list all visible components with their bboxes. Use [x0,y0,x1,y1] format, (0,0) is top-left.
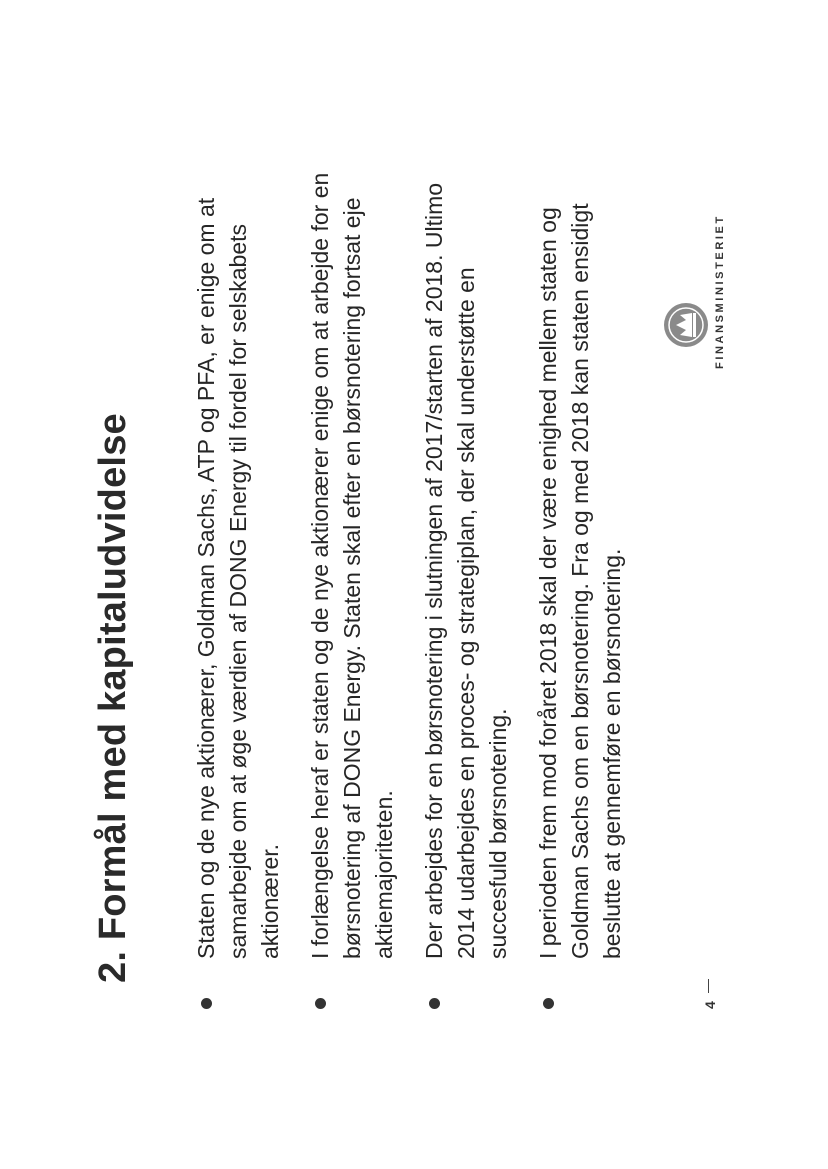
bullet-dot-icon [543,998,554,1009]
bullet-item [304,171,400,1011]
crown-crest-icon [662,301,710,349]
bullet-dot-icon [315,998,326,1009]
bullet-text: I perioden frem mod foråret 2018 skal der være enighed mellem staten og Goldman Sachs om en børsnotering. Fra og med 2018 kan staten ensidigt beslutte at gennemføre en børsnotering. [535,203,625,959]
bullet-dot-icon [201,998,212,1009]
page-number: 4 [702,1001,718,1009]
bullet-list [190,171,646,1011]
slide-title: 2. Formål med kapitaludvidelse [92,413,134,983]
bullet-text: I forlængelse heraf er staten og de nye aktionærer enige om at arbejde for en børsnotering af DONG Energy. Staten skal efter en børsnotering fortsat eje aktiemajoriteten. [307,172,397,959]
bullet-dot-icon [429,998,440,1009]
bullet-item [418,171,514,1011]
page-number-divider [708,979,709,993]
ministry-name: FINANSMINISTERIET [714,214,726,369]
bullet-item [190,171,286,1011]
bullet-item [532,171,628,1011]
bullet-text: Staten og de nye aktionærer, Goldman Sachs, ATP og PFA, er enige om at samarbejde om at øge værdien af DONG Energy til fordel for selskabets aktionærer. [193,197,283,959]
bullet-text: Der arbejdes for en børsnotering i slutningen af 2017/starten af 2018. Ultimo 2014 udarbejdes en proces- og strategiplan, der skal understøtte en succesfuld børsnotering. [421,182,511,959]
ministry-logo [662,179,732,369]
